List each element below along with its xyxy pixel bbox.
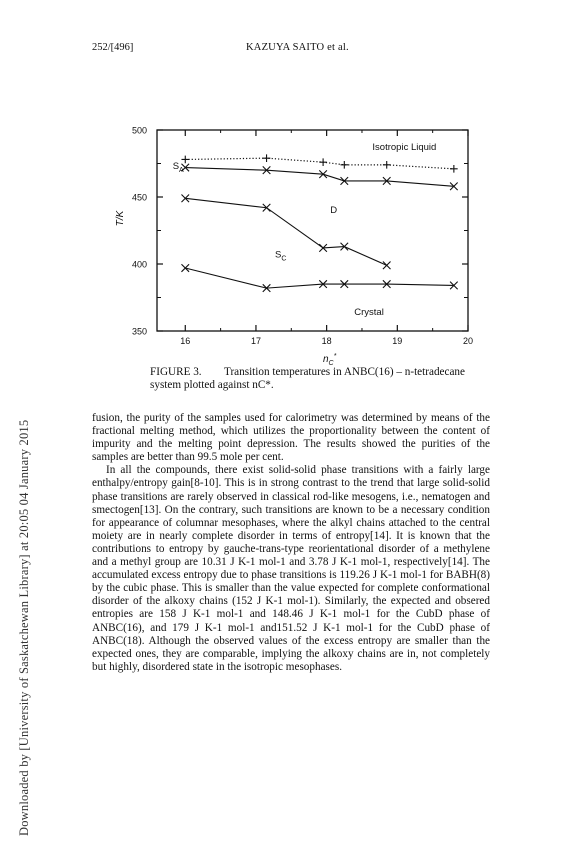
x-tick-label: 17: [250, 336, 261, 346]
region-label: Isotropic Liquid: [372, 142, 437, 154]
series-3-point: [181, 264, 189, 272]
region-label: $S_C$: [274, 249, 287, 263]
caption-line-1: Transition temperatures in ANBC(16) – n-tetradecane: [224, 366, 465, 378]
y-tick-label: 400: [131, 259, 147, 270]
figure-label: FIGURE 3.: [150, 366, 202, 378]
series-2-point: [383, 262, 391, 270]
series-0-point: [450, 165, 458, 173]
x-tick-label: 19: [392, 336, 403, 346]
series-3-line: [185, 268, 454, 288]
series-0-point: [383, 161, 391, 169]
x-tick-label: 20: [462, 336, 474, 346]
running-title: KAZUYA SAITO et al.: [246, 42, 349, 53]
caption-line-2: system plotted against nC*.: [150, 379, 274, 391]
series-0-point: [319, 158, 327, 166]
figure-caption: [150, 366, 485, 392]
paragraph-1: fusion, the purity of the samples used for calorimetry was determined by means of the fractional melting method, which utilizes the proportionality between the content of impurity and the melting point depression. The results showed the purities of the samples are better than 99.5 mole per cent.: [92, 412, 490, 464]
download-watermark: Downloaded by [University of Saskatchewan Library] at 20:05 04 January 2015: [17, 419, 31, 836]
series-0-point: [181, 156, 189, 164]
x-tick-label: 18: [321, 336, 332, 346]
x-tick-label: 16: [180, 336, 191, 346]
y-axis-label: T/K: [115, 210, 126, 227]
page-number: 252/[496]: [92, 42, 134, 53]
paragraph-2: In all the compounds, there exist solid-solid phase transitions with a fairly large enthalpy/entropy gain[8-10]. This is in strong contrast to the trend that large solid-solid phase transitions are rarely observed in classical rod-like mesogens, i.e., nematogen and smectogen[13]. On the contrary, such transitions are known to be a necessary condition for appearance of columnar mesophases, where the alkyl chains attached to the central moiety are in nearly complete disorder in terms of entropy[14]. It is known that the contributions to entropy by gauche-trans-type reorientational disorder of a methylene and a methyl group are 10.31 J K-1 mol-1 and 3.78 J K-1 mol-1, respectively[14]. The accumulated excess entropy due to phase transitions is 119.26 J K-1 mol-1 for BABH(8) by the cubic phase. This is smaller than the value expected for complete conformational disorder of the alkoxy chains (152 J K-1 mol-1). Similarly, the expected and obsered entropies are 158 J K-1 mol-1 and 148.46 J K-1 mol-1 for the CubD phase of ANBC(16), and 179 J K-1 mol-1 and151.52 J K-1 mol-1 for the CubD phase of ANBC(18). Although the observed values of the excess entropy are smaller than the expected ones, they are comparable, implying the alkoxy chains are in, not completely but highly, disordered state in the isotropic mesophases.: [92, 464, 490, 673]
y-tick-label: 450: [131, 192, 147, 203]
region-label: D: [330, 205, 338, 217]
body-text: [92, 412, 490, 674]
transition-temperature-chart: [0, 0, 576, 370]
series-0-line: [185, 158, 454, 169]
x-axis-label: $n_C^*$: [322, 353, 337, 367]
y-tick-label: 350: [131, 326, 147, 337]
region-label: Crystal: [354, 306, 384, 318]
series-0-point: [263, 154, 271, 162]
region-label: $S_A$: [172, 160, 184, 174]
y-tick-label: 500: [131, 125, 147, 136]
series-0-point: [341, 161, 349, 169]
plot-frame: [157, 130, 468, 331]
